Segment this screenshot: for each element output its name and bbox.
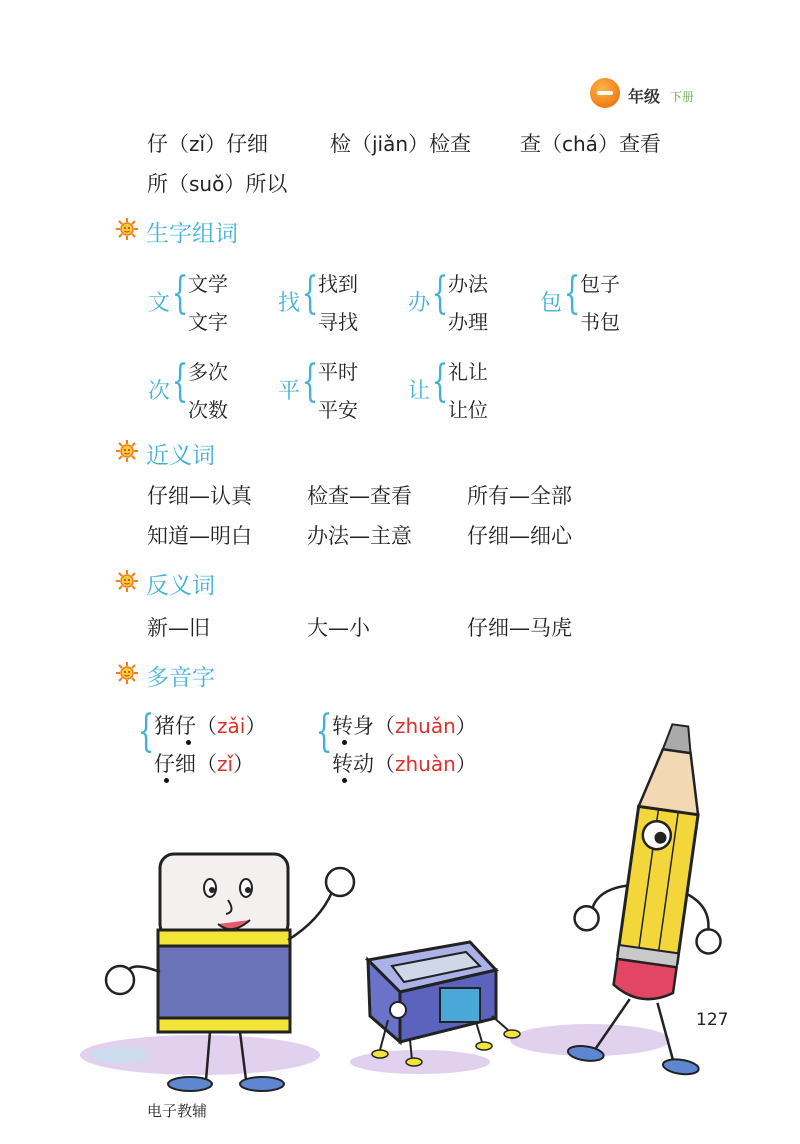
sun-icon (116, 662, 138, 684)
synonym-pair: 知道—明白 (147, 524, 252, 548)
antonym-pair: 大—小 (307, 616, 370, 640)
sun-icon (116, 440, 138, 462)
page-number: 127 (696, 1010, 729, 1030)
section-title-polyphones: 多音字 (146, 665, 215, 691)
antonym-pair: 仔细—马虎 (467, 616, 572, 640)
pinyin-line-3: 查（chá）查看 (520, 132, 661, 156)
stationery-illustration (0, 720, 800, 1120)
sun-icon (116, 218, 138, 240)
sharpener-icon (368, 942, 520, 1066)
pinyin-line-1: 仔（zǐ）仔细 (147, 132, 269, 156)
synonym-pair: 仔细—细心 (467, 524, 572, 548)
section-title-antonyms: 反义词 (146, 573, 215, 599)
synonym-pair: 仔细—认真 (147, 484, 252, 508)
sun-icon (116, 570, 138, 592)
grade-one-icon (590, 78, 620, 108)
synonym-pair: 检查—查看 (307, 484, 412, 508)
synonym-pair: 所有—全部 (467, 484, 572, 508)
pinyin-line-4: 所（suǒ）所以 (147, 172, 288, 196)
volume-label: 下册 (670, 90, 695, 104)
footer-label: 电子教辅 (147, 1102, 208, 1120)
antonym-pair: 新—旧 (147, 616, 210, 640)
synonym-pair: 办法—主意 (307, 524, 412, 548)
section-title-new-words: 生字组词 (146, 221, 238, 247)
grade-label: 年级 (628, 87, 661, 106)
pinyin-line-2: 检（jiǎn）检查 (330, 132, 472, 156)
section-title-synonyms: 近义词 (146, 443, 215, 469)
